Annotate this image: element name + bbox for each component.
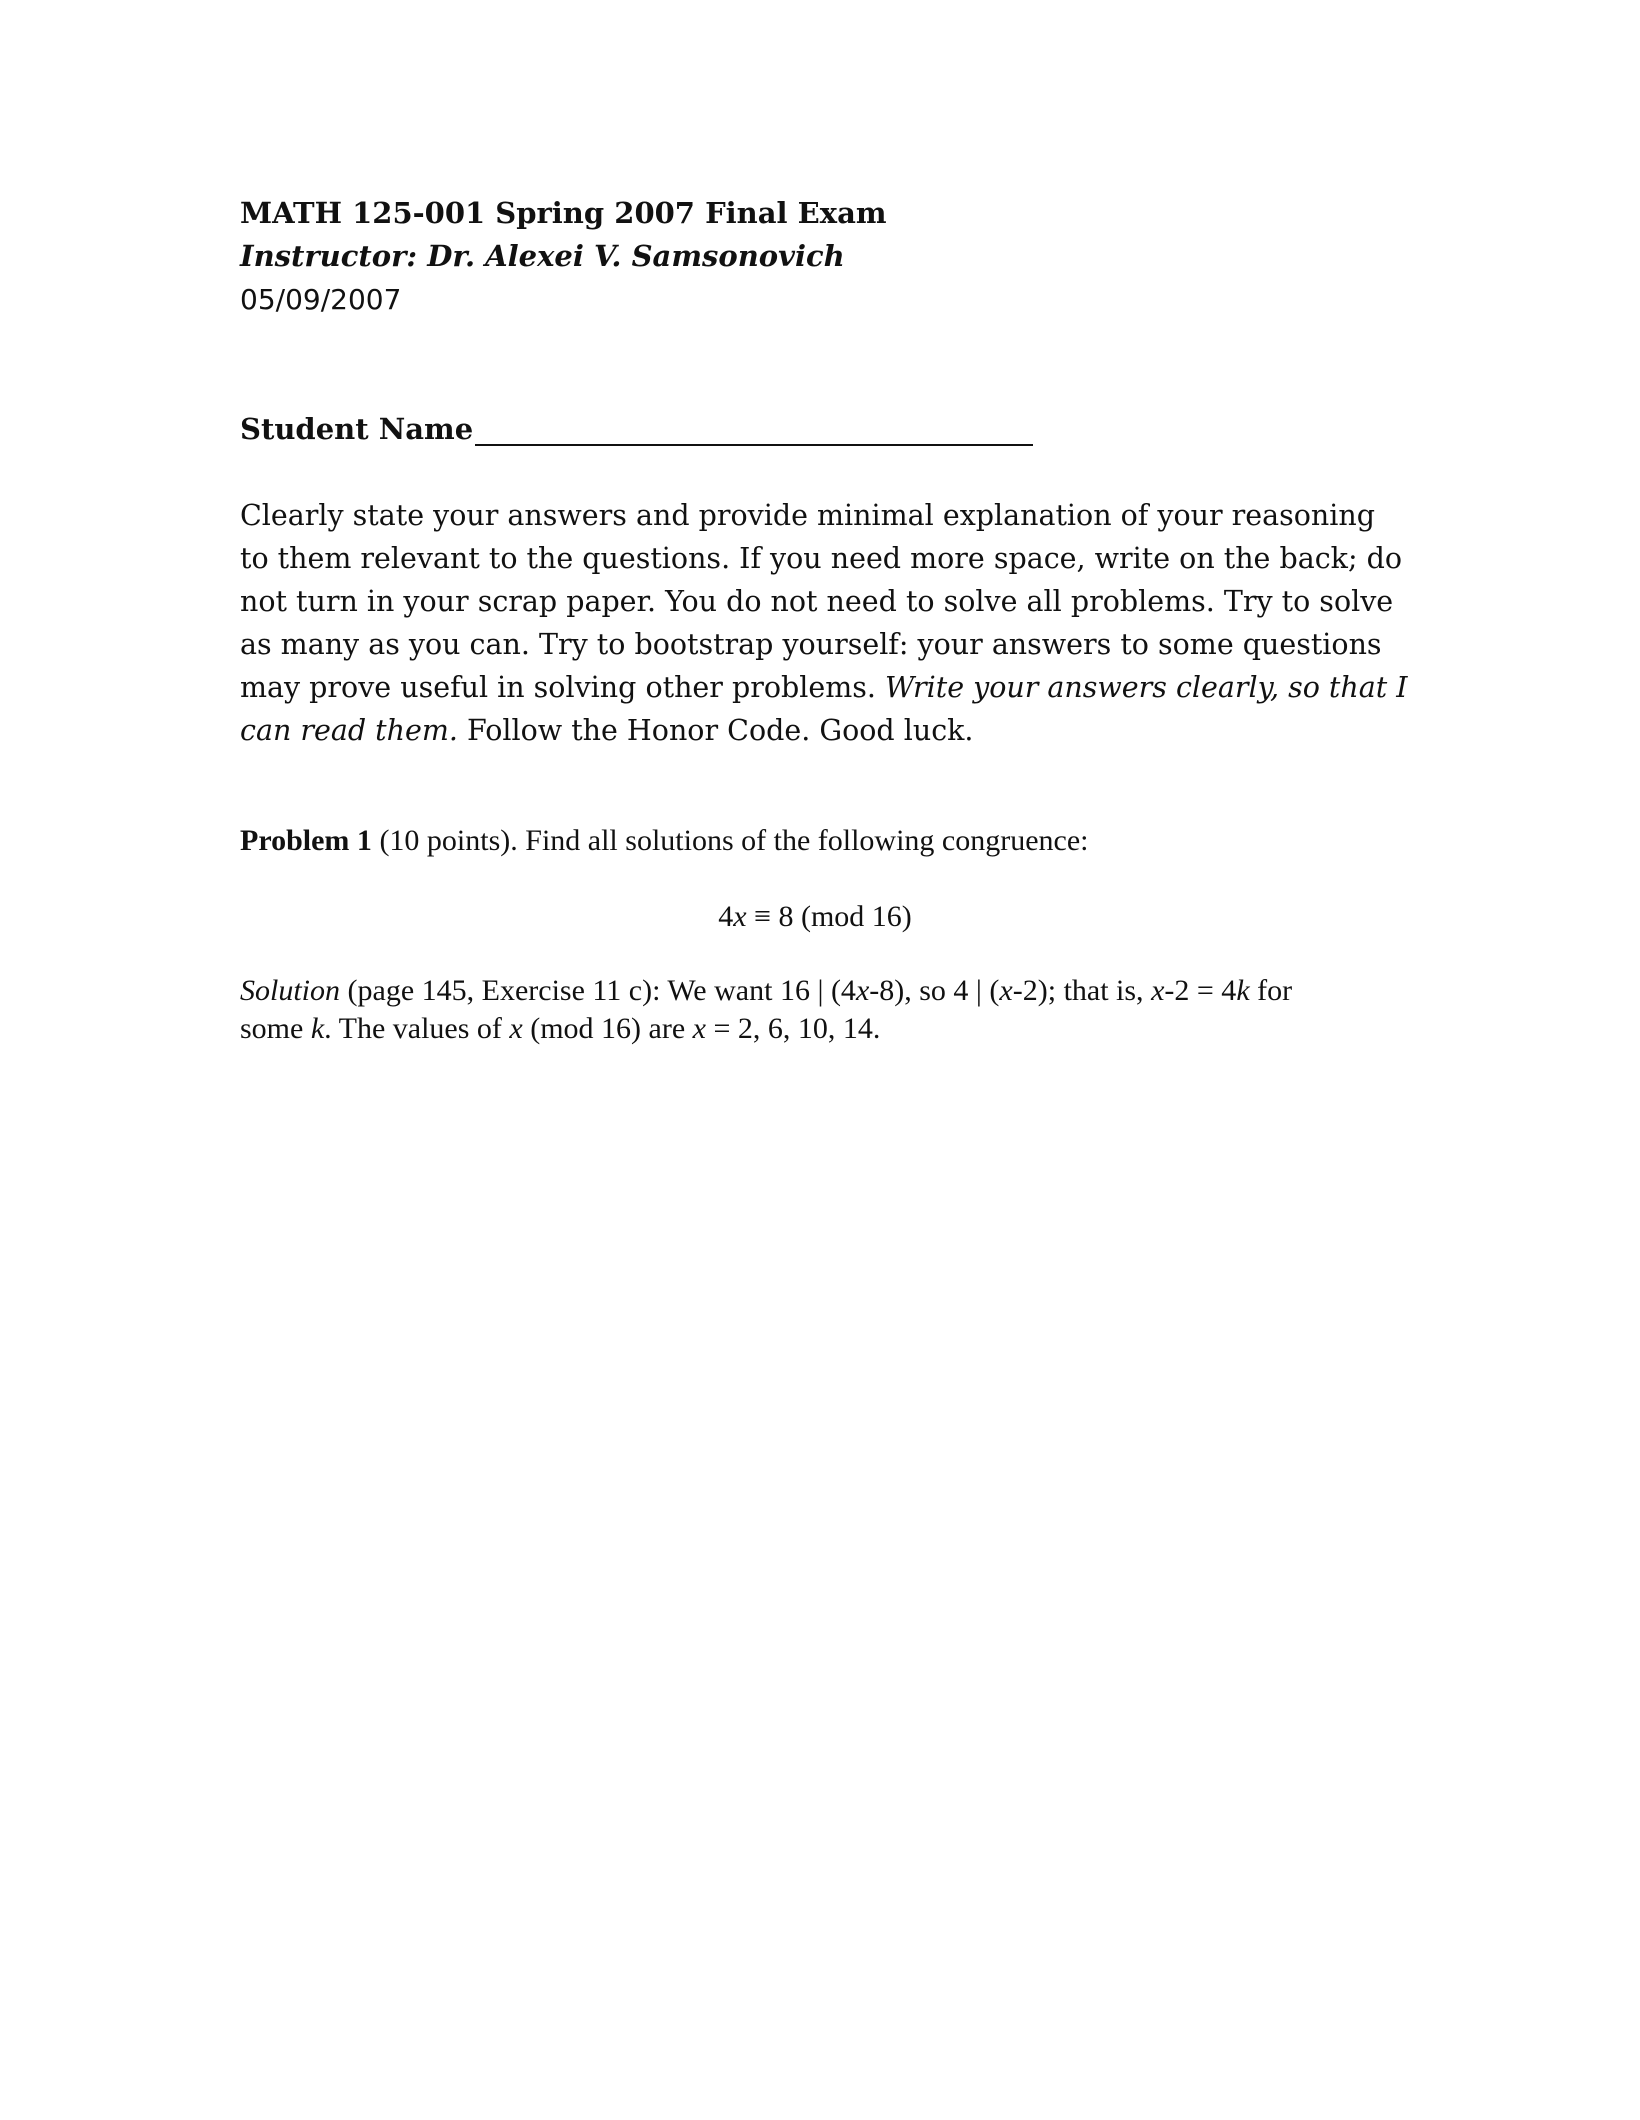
exam-title: MATH 125-001 Spring 2007 Final Exam [240, 196, 887, 230]
problem-1-label: Problem 1 [240, 824, 372, 857]
instructions-paragraph [240, 494, 1408, 752]
solution-text: -2 = 4 [1164, 974, 1237, 1007]
instructions-line [240, 666, 1408, 709]
instructions-line: not turn in your scrap paper. You do not need to solve all problems. Try to solve [240, 585, 1394, 618]
problem-1-solution [240, 972, 1380, 1048]
solution-text: -8), so 4 | ( [869, 974, 1000, 1007]
instructions-emphasis: Write your answers clearly, so that I [885, 671, 1408, 704]
solution-text: = 2, 6, 10, 14. [705, 1012, 881, 1045]
solution-label: Solution [240, 974, 341, 1007]
math-variable: x [999, 974, 1013, 1007]
instructions-line: as many as you can. Try to bootstrap yourself: your answers to some questions [240, 628, 1382, 661]
instructions-line: to them relevant to the questions. If you need more space, write on the back; do [240, 542, 1403, 575]
instructions-line [240, 709, 1370, 752]
solution-text: for [1249, 974, 1293, 1007]
math-variable: k [310, 1012, 325, 1045]
problem-1-statement [240, 822, 1380, 860]
instructions-line: Clearly state your answers and provide minimal explanation of your reasoning [240, 499, 1376, 532]
student-name-label: Student Name [240, 412, 474, 446]
congruence-rest: ≡ 8 (mod 16) [746, 900, 912, 933]
problem-1-text: (10 points). Find all solutions of the following congruence: [371, 824, 1089, 857]
math-variable: x [855, 974, 870, 1007]
solution-line [240, 972, 1380, 1010]
congruence-coefficient: 4 [718, 900, 734, 933]
math-variable: x [509, 1012, 523, 1045]
solution-text: (page 145, Exercise 11 c): We want 16 | (4 [340, 974, 856, 1007]
student-name-field [240, 412, 1033, 446]
student-name-blank [475, 414, 1033, 446]
math-variable: x [1151, 974, 1165, 1007]
math-variable: k [1236, 974, 1250, 1007]
exam-date: 05/09/2007 [240, 283, 402, 316]
instructions-emphasis: can read them. [240, 714, 458, 747]
exam-header [240, 192, 1400, 321]
instructions-text: may prove useful in solving other problems. [240, 671, 885, 704]
math-variable: x [692, 1012, 706, 1045]
congruence-variable: x [733, 900, 747, 933]
instructions-text: Follow the Honor Code. Good luck. [457, 714, 974, 747]
solution-text: some [240, 1012, 311, 1045]
solution-text: (mod 16) are [522, 1012, 693, 1045]
solution-text: -2); that is, [1012, 974, 1152, 1007]
solution-line [240, 1010, 1380, 1048]
instructor-line: Instructor: Dr. Alexei V. Samsonovich [240, 239, 845, 273]
problem-1-congruence [240, 898, 1380, 936]
solution-text: . The values of [324, 1012, 510, 1045]
